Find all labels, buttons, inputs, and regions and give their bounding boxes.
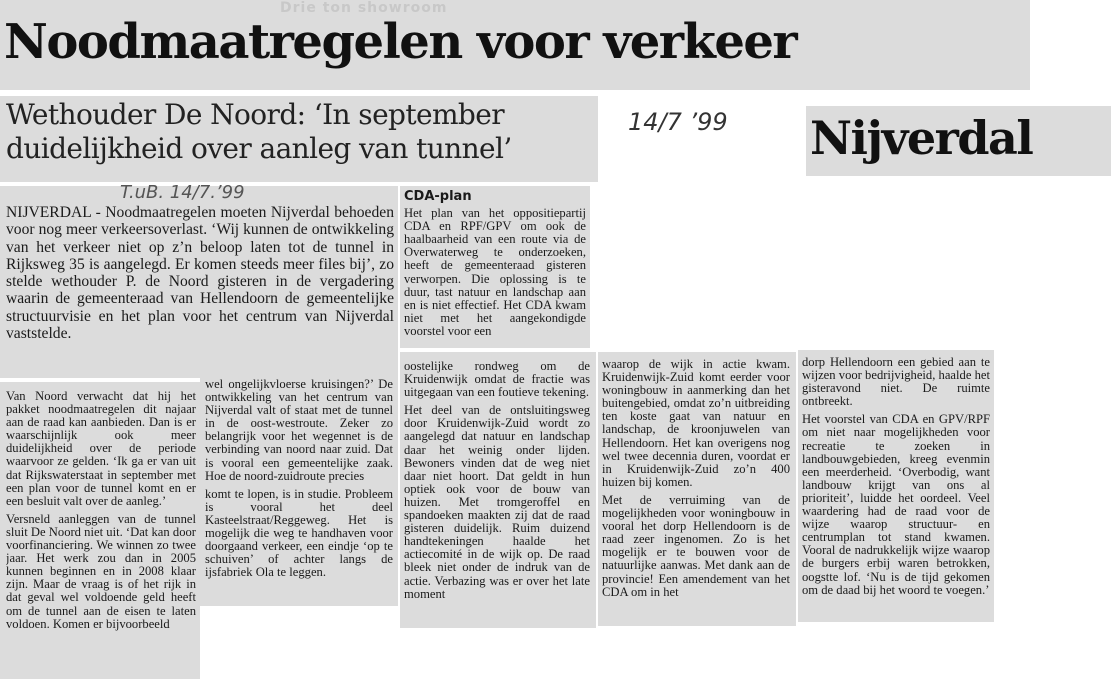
column-1-paragraph-2: Versneld aanleggen van de tunnel sluit De Noord niet uit. ‘Dat kan door voorfinanciering. We winnen zo twee jaar. Het werk zou dan in 2005 kunnen beginnen en in 2008 klaar zijn. Maar de vraag is of het rijk in dat geval wel voldoende geld heeft om de tunnel aan de eisen te laten voldoen. Komen er bijvoorbeeld <box>6 511 196 631</box>
column-4-paragraph-2: Met de verruiming van de mogelijkheden voor woningbouw in vooral het dorp Hellendoorn is de raad zeer ingenomen. Zo is het mogelijk er te bouwen voor de natuurlijke aanwas. Met dank aan de provincie! Een amendement van het CDA om in het <box>602 492 790 599</box>
handwritten-note: T.uB. 14/7.’99 <box>120 182 245 203</box>
column-5-paragraph-1: dorp Hellendoorn een gebied aan te wijzen voor bedrijvigheid, haalde het gisteravond niet. De ruimte ontbreekt. <box>802 356 990 409</box>
column-5-paragraph-2: Het voorstel van CDA en GPV/RPF om niet naar mogelijkheden voor recreatie te zoeken in landbouwgebieden, kreeg evenmin een meerderheid. ‘Overbodig, want landbouw krijgt van ons al prioriteit’, luidde het oordeel. Veel waardering had de raad voor de wijze waarop structuur- en centrumplan tot stand kwamen. Vooral de nadrukkelijk wijze waarop de burgers erbij waren betrokken, oogstte lof. ‘Nu is de tijd gekomen om de daad bij het woord te voegen.’ <box>802 412 990 597</box>
column-3-paragraph-2: Het deel van de ontsluitingsweg door Kruidenwijk-Zuid wordt zo aangelegd dat natuur en landschap daar het weinig onder lijden. Bewoners vinden dat de weg niet daar niet hoort. Dat geldt in hun optiek ook voor de bouw van huizen. Met tromgeroffel en spandoeken maakten zij dat de raad gisteren duidelijk. Ruim duizend handtekeningen haalde het actiecomité in de wijk op. De raad bleek niet onder de indruk van de actie. Verbazing was er over het late moment <box>404 403 590 601</box>
cda-plan-heading: CDA-plan <box>404 190 472 204</box>
intro-paragraph: NIJVERDAL - Noodmaatregelen moeten Nijverdal behoeden voor nog meer verkeersoverlast. ‘Wij kunnen de ontwikkeling van het verkeer niet op z’n beloop laten tot de tunnel in Rijksweg 35 is aangelegd. Er komen steeds meer files bij’, zo stelde wethouder P. de Noord gisteren in de vergadering waarin de gemeenteraad van Hellendoorn de gemeentelijke structuurvisie en het plan voor het centrum van Nijverdal vaststelde. <box>6 204 394 343</box>
column-1-paragraph-1: Van Noord verwacht dat hij het pakket noodmaatregelen dit najaar aan de raad kan aanbieden. Dan is er waarschijnlijk ook meer duidelijkheid over de periode waarvoor ze gelden. ‘Ik ga er van uit dat Rijkswaterstaat in september met een plan voor de tunnel komt en er een besluit valt over de aanleg.’ <box>6 390 196 508</box>
column-4 <box>602 358 790 624</box>
column-1 <box>6 390 196 679</box>
cda-plan-section <box>404 190 586 346</box>
top-strip-text: Drie ton showroom <box>280 0 448 16</box>
column-3-paragraph-1: oostelijke rondweg om de Kruidenwijk omdat de fractie was uitgegaan van een foutieve tekening. <box>404 360 590 400</box>
subhead-line-2: duidelijkheid over aanleg van tunnel’ <box>6 132 512 165</box>
column-2-paragraph-2: komt te lopen, is in studie. Probleem is vooral het deel Kasteelstraat/Reggeweg. Het is mogelijk die weg te handhaven voor doorgaand verkeer, een eindje ‘op te schuiven’ of achter langs de ijsfabriek Ola te leggen. <box>205 486 393 580</box>
cda-plan-paragraph: Het plan van het oppositiepartij CDA en RPF/GPV om ook de haalbaarheid van een route via de Overwaterweg te onderzoeken, heeft de gemeenteraad gisteren verworpen. Die oplossing is te duur, tast natuur en landschap aan en is niet effectief. Het CDA kwam niet met het aangekondigde voorstel voor een <box>404 206 586 338</box>
column-2 <box>205 378 393 604</box>
column-5 <box>802 356 990 620</box>
column-3 <box>404 360 590 626</box>
subheadline <box>6 98 512 166</box>
headline: Noodmaatregelen voor verkeer <box>4 14 797 70</box>
subhead-line-1: Wethouder De Noord: ‘In september <box>6 98 505 131</box>
article-intro <box>6 204 394 342</box>
handwritten-date: 14/7 ’99 <box>628 108 728 136</box>
column-2-paragraph-1: wel ongelijkvloerse kruisingen?’ De ontwikkeling van het centrum van Nijverdal valt of staat met de tunnel in de oost-westroute. Zeker zo belangrijk voor het wegennet is de verbinding van noord naar zuid. Dat is vooral een gemeentelijke zaak. Hoe de noord-zuidroute precies <box>205 378 393 483</box>
column-4-paragraph-1: waarop de wijk in actie kwam. Kruidenwijk-Zuid komt eerder voor woningbouw in aanmerking dan het buitengebied, omdat zo’n uitbreiding ten koste gaat van natuur en landschap, de kroonjuwelen van Hellendoorn. Het kan overigens nog wel twee decennia duren, voordat er in Kruidenwijk-Zuid zo’n 400 huizen bij komen. <box>602 358 790 489</box>
place-name: Nijverdal <box>810 111 1033 165</box>
